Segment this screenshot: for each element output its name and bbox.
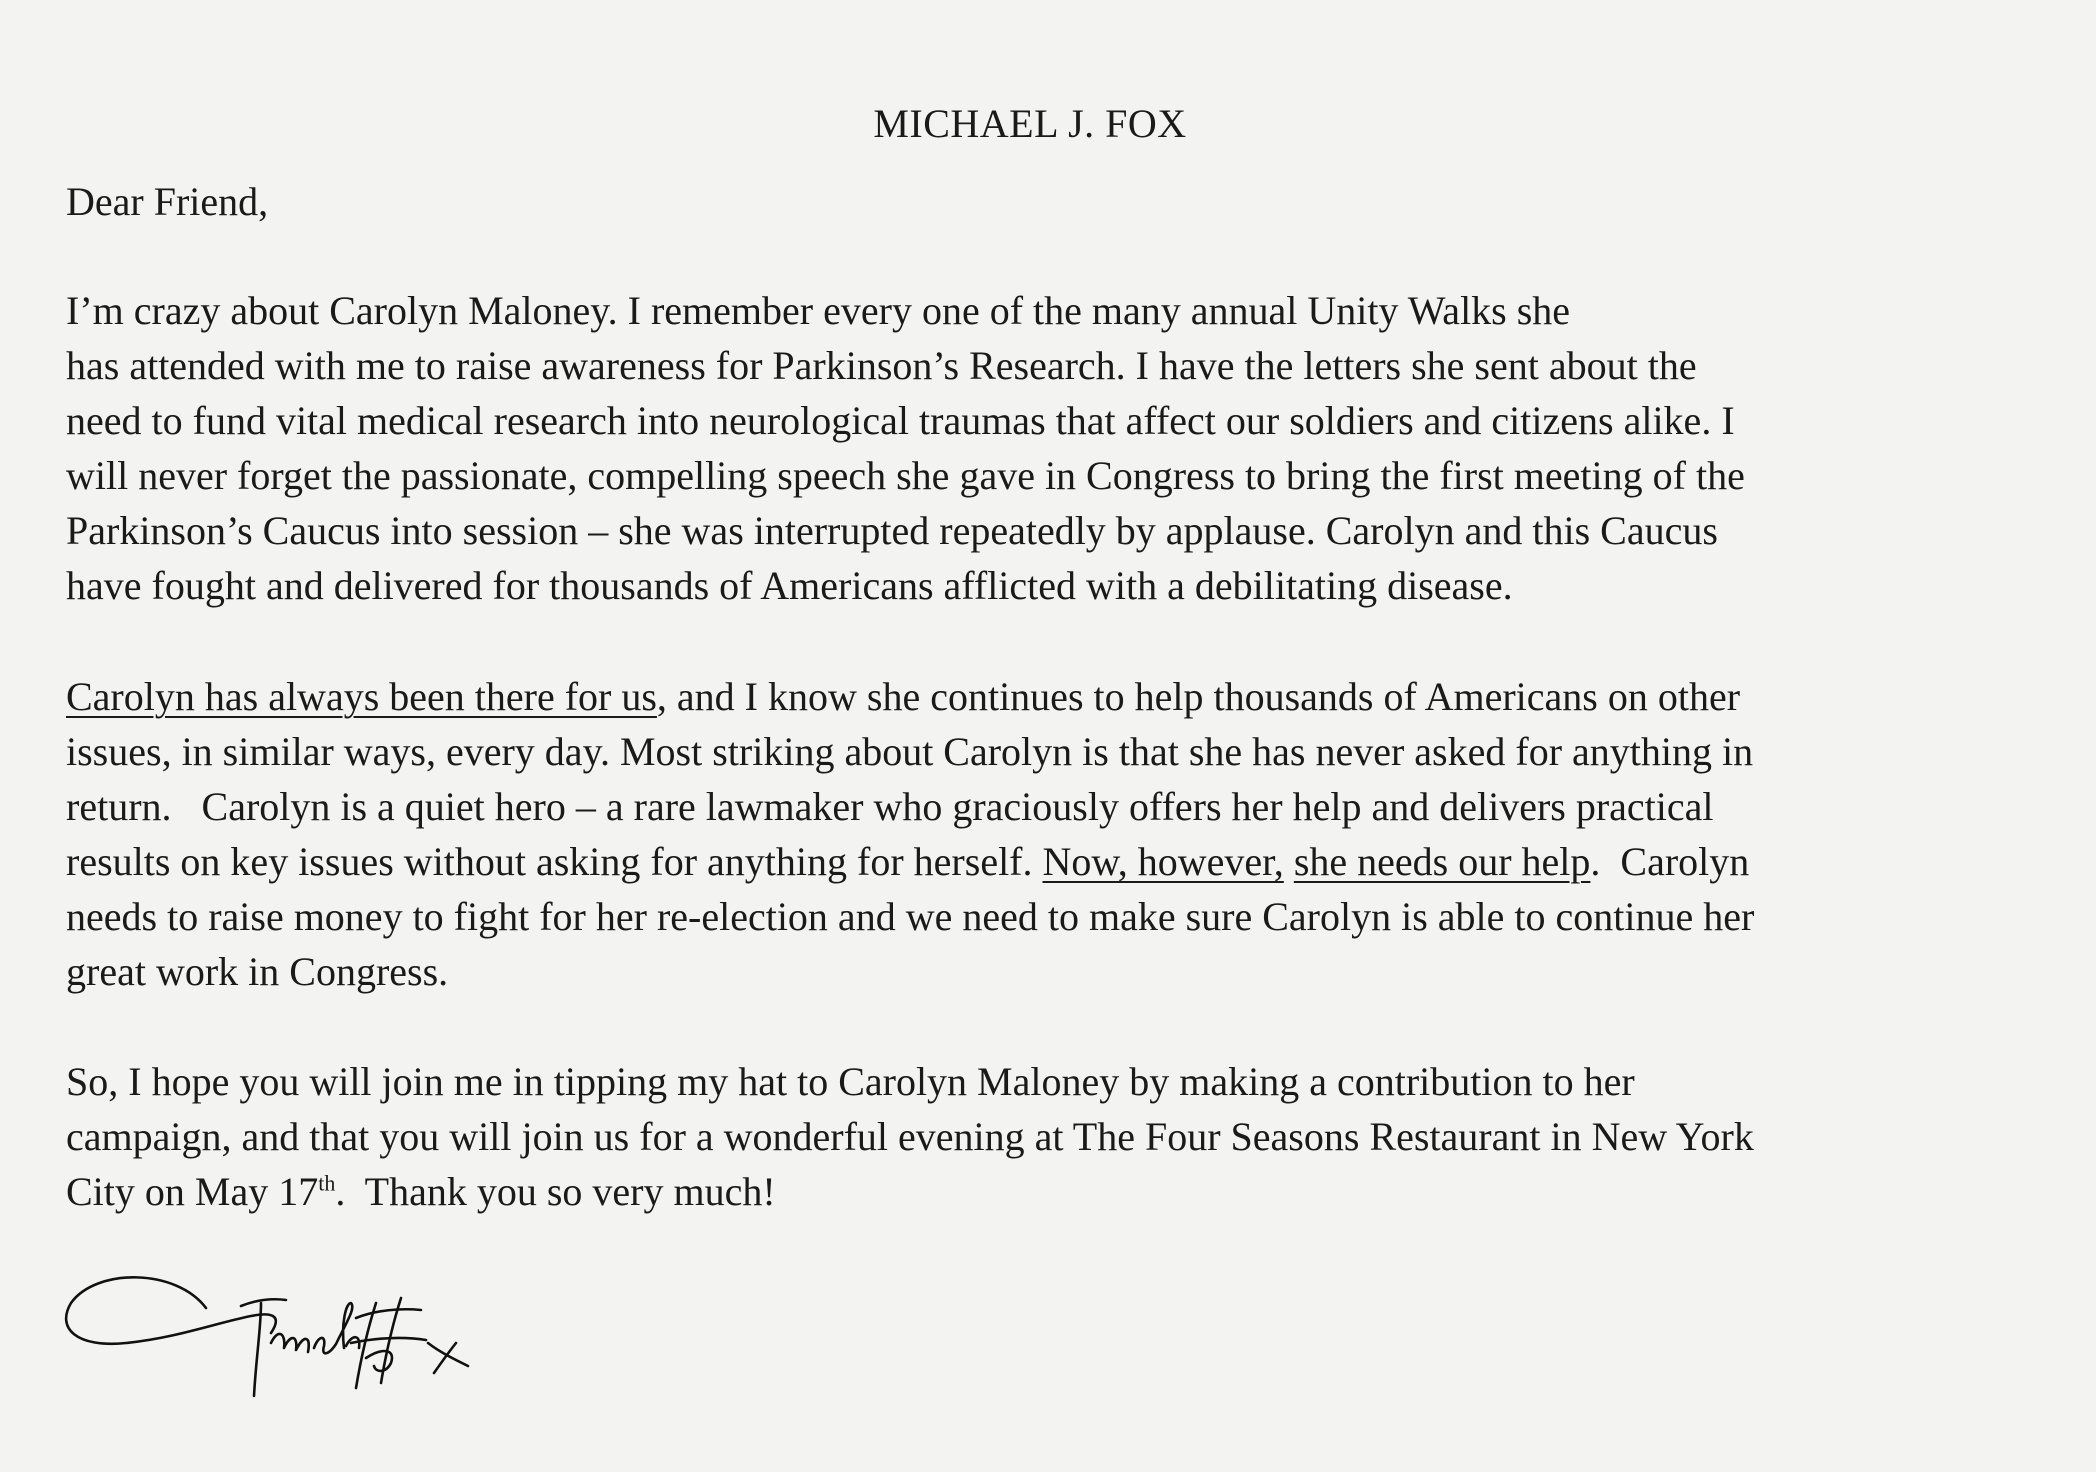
paragraph-1-line-6: have fought and delivered for thousands of Americans afflicted with a debilitating disease. [66, 563, 1513, 608]
paragraph-3-line-2: campaign, and that you will join us for a wonderful evening at The Four Seasons Restaurant in New York [66, 1114, 1754, 1159]
paragraph-1-line-1: I’m crazy about Carolyn Maloney. I remember every one of the many annual Unity Walks she [66, 288, 1571, 333]
paragraph-3-line-3-start: City on May 17 [66, 1169, 319, 1214]
paragraph-2-line-1 [66, 669, 1986, 724]
paragraph-1 [66, 283, 1986, 613]
underlined-phrase-there-for-us: Carolyn has always been there for us [66, 674, 657, 719]
letterhead: MICHAEL J. FOX [873, 101, 1187, 146]
paragraph-2-line-6: great work in Congress. [66, 949, 449, 994]
paragraph-1-line-4: will never forget the passionate, compelling speech she gave in Congress to bring the first meeting of the [66, 453, 1745, 498]
salutation: Dear Friend, [66, 179, 269, 224]
paragraph-1-line-5: Parkinson’s Caucus into session – she was interrupted repeatedly by applause. Carolyn and this Caucus [66, 508, 1718, 553]
paragraph-2-line-4 [66, 834, 1986, 889]
paragraph-3-line-1: So, I hope you will join me in tipping my hat to Carolyn Maloney by making a contribution to her [66, 1059, 1635, 1104]
paragraph-1-line-3: need to fund vital medical research into neurological traumas that affect our soldiers and citizens alike. I [66, 398, 1735, 443]
paragraph-2-line-2: issues, in similar ways, every day. Most striking about Carolyn is that she has never asked for anything in [66, 729, 1754, 774]
paragraph-2-line-1-rest: , and I know she continues to help thousands of Americans on other [656, 674, 1741, 719]
paragraph-2 [66, 669, 1986, 999]
paragraph-3 [66, 1054, 1986, 1219]
paragraph-2-line-3: return. Carolyn is a quiet hero – a rare lawmaker who graciously offers her help and delivers practical [66, 784, 1714, 829]
ordinal-suffix: th [318, 1170, 336, 1196]
paragraph-3-line-3 [66, 1164, 1986, 1219]
underlined-phrase-now-however: Now, however, [1042, 839, 1284, 884]
paragraph-2-line-5: needs to raise money to fight for her re-election and we need to make sure Carolyn is able to continue her [66, 894, 1755, 939]
paragraph-2-line-4-space [1284, 839, 1294, 884]
paragraph-2-line-4-start: results on key issues without asking for anything for herself. [66, 839, 1043, 884]
paragraph-2-line-4-end: . Carolyn [1590, 839, 1750, 884]
paragraph-3-line-3-end: . Thank you so very much! [335, 1169, 776, 1214]
handwritten-signature [56, 1248, 486, 1418]
underlined-phrase-needs-our-help: she needs our help [1293, 839, 1591, 884]
paragraph-1-line-2: has attended with me to raise awareness for Parkinson’s Research. I have the letters she sent about the [66, 343, 1697, 388]
